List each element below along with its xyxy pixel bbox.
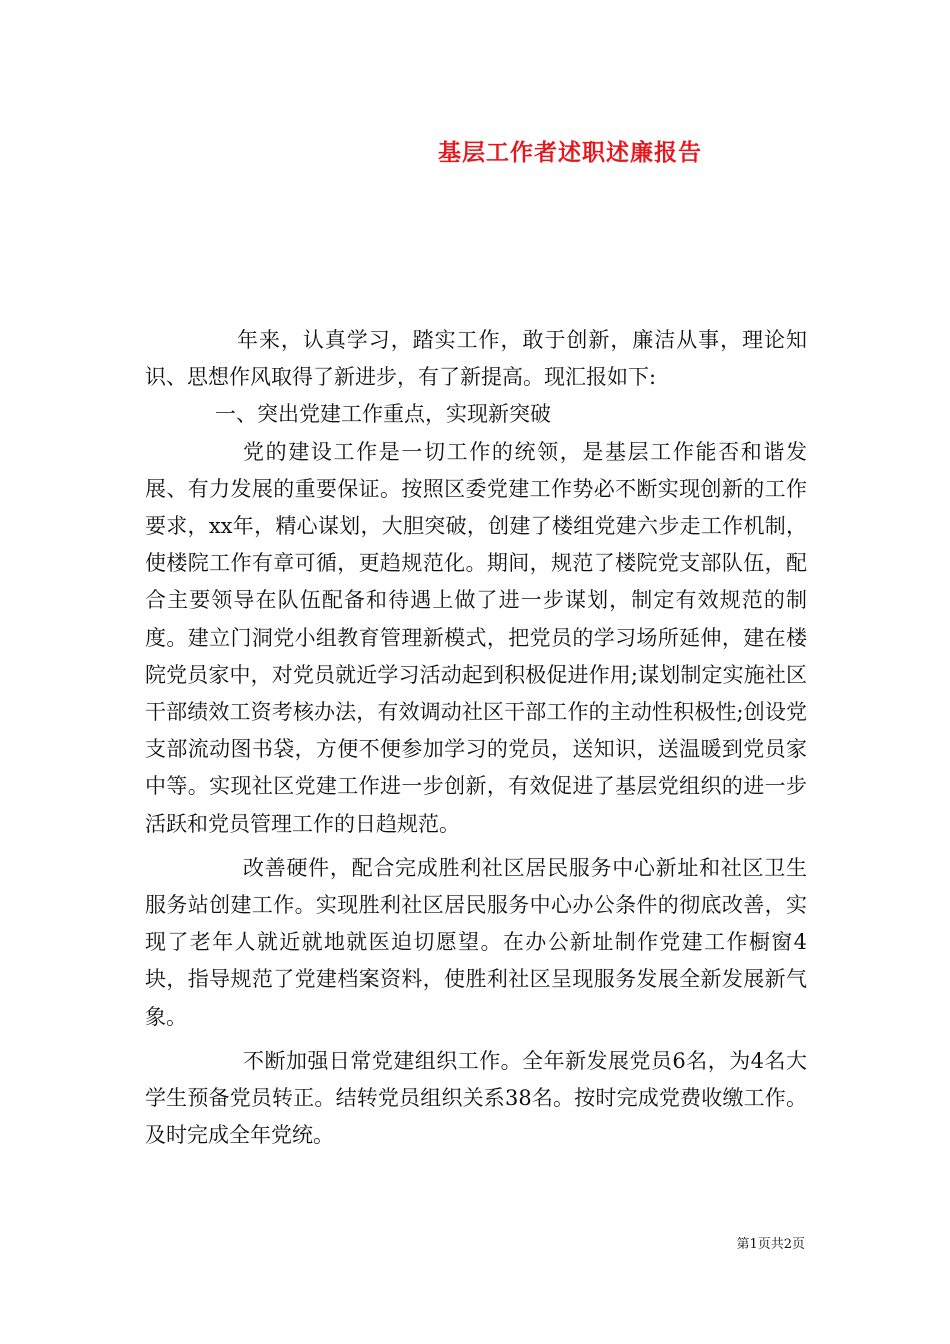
intro-paragraph: 年来，认真学习，踏实工作，敢于创新，廉洁从事，理论知识、思想作风取得了新进步，有了新提高。现汇报如下: [145,328,807,390]
party-building-paragraph: 党的建设工作是一切工作的统领，是基层工作能否和谐发展、有力发展的重要保证。按照区委党建工作势必不断实现创新的工作要求，xx年，精心谋划，大胆突破，创建了楼组党建六步走工作机制，使楼院工作有章可循，更趋规范化。期间，规范了楼院党支部队伍，配合主要领导在队伍配备和待遇上做了进一步谋划，制定有效规范的制度。建立门洞党小组教育管理新模式，把党员的学习场所延伸，建在楼院党员家中，对党员就近学习活动起到积极促进作用;谋划制定实施社区干部绩效工资考核办法，有效调动社区干部工作的主动性积极性;创设党支部流动图书袋，方便不便参加学习的党员，送知识，送温暖到党员家中等。实现社区党建工作进一步创新，有效促进了基层党组织的进一步活跃和党员管理工作的日趋规范。 [145,439,807,836]
section-heading: 一、突出党建工作重点，实现新突破 [215,402,551,427]
document-title: 基层工作者述职述廉报告 [438,139,702,166]
document-body [145,322,807,1154]
page-number: 第1页共2页 [736,1237,805,1252]
hardware-paragraph: 改善硬件，配合完成胜利社区居民服务中心新址和社区卫生服务站创建工作。实现胜利社区居民服务中心办公条件的彻底改善，实现了老年人就近就地就医迫切愿望。在办公新址制作党建工作橱窗4块，指导规范了党建档案资料，使胜利社区呈现服务发展全新发展新气象。 [145,855,807,1029]
daily-work-paragraph: 不断加强日常党建组织工作。全年新发展党员6名，为4名大学生预备党员转正。结转党员组织关系38名。按时完成党费收缴工作。及时完成全年党统。 [145,1048,807,1148]
